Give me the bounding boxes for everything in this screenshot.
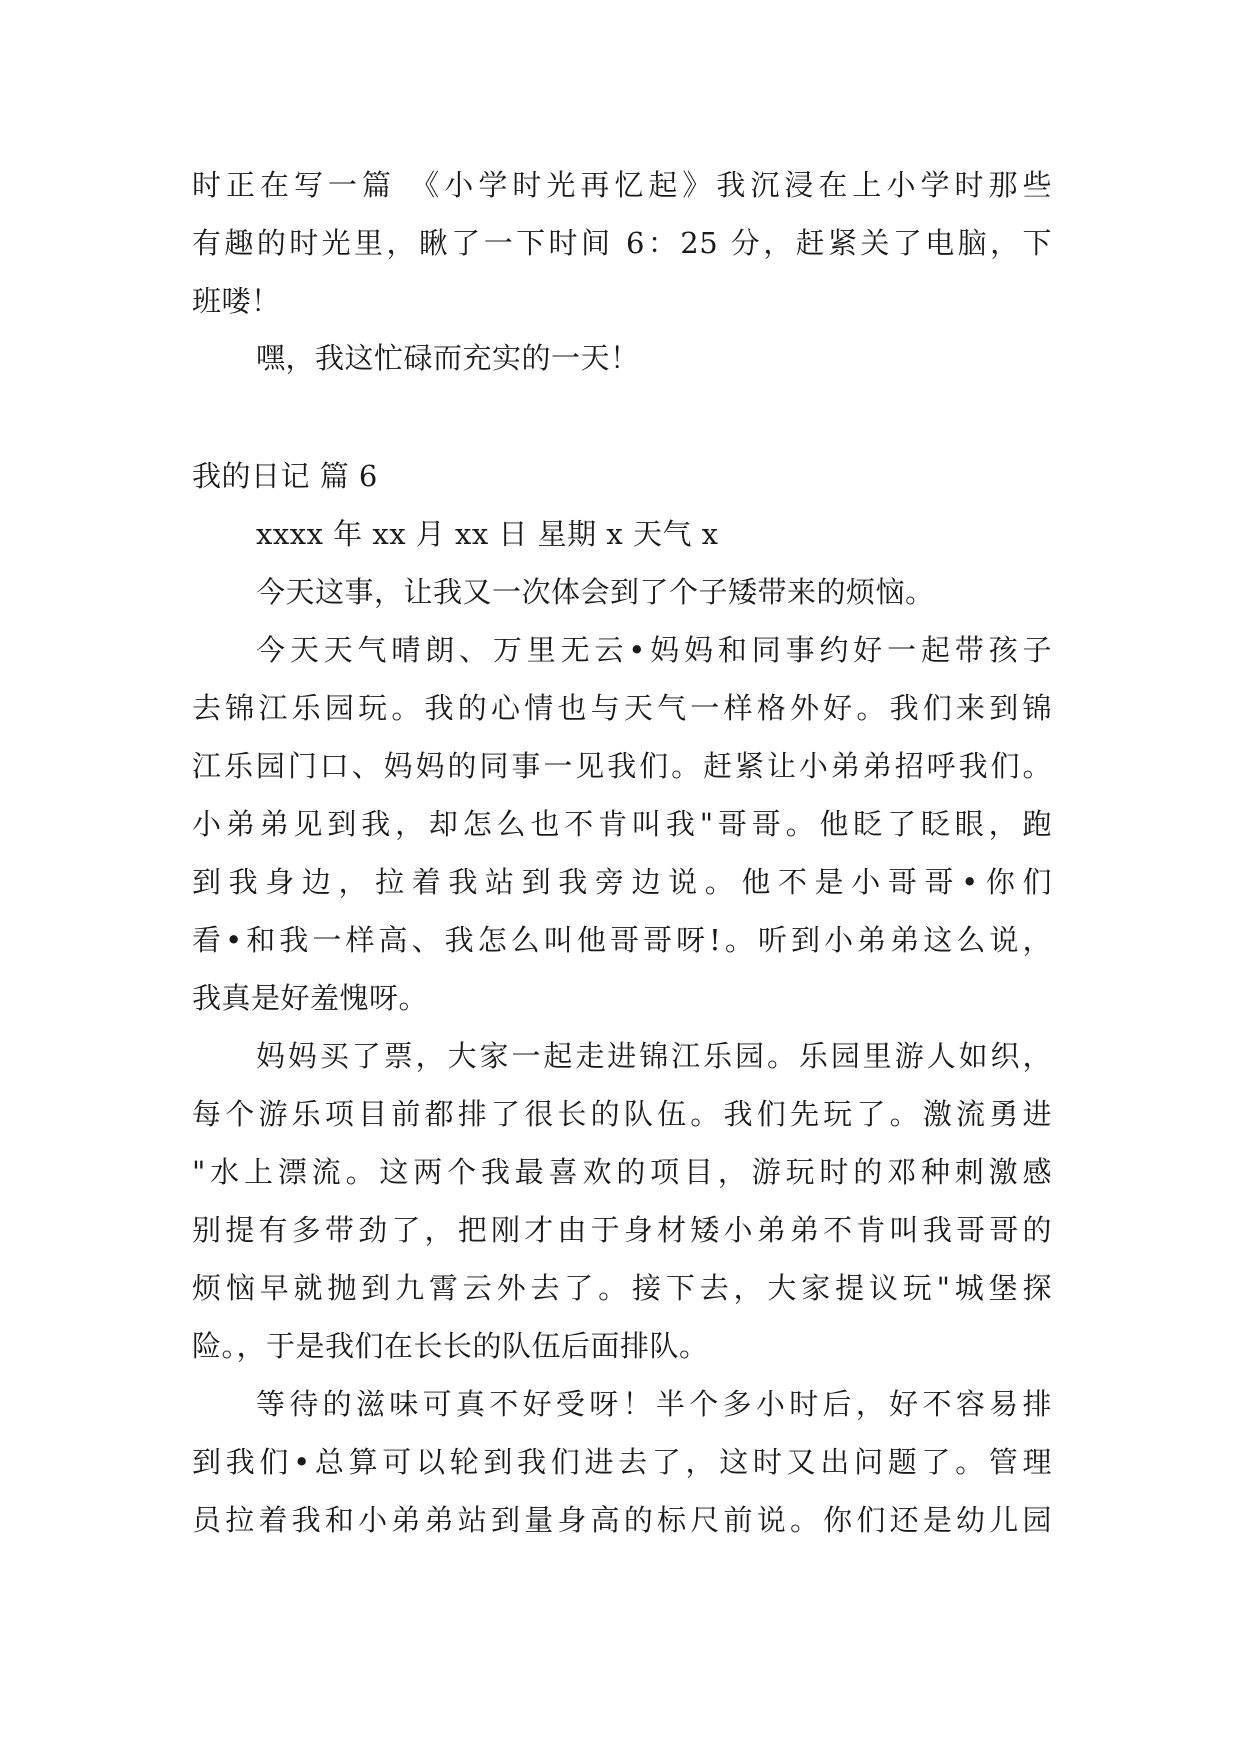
text-line: "水上漂流。这两个我最喜欢的项目，游玩时的邓种刺激感	[192, 1155, 1052, 1189]
text-line: 班喽！	[192, 284, 281, 318]
diary-date-line: xxxx 年 xx 月 xx 日 星期 x 天气 x	[256, 517, 719, 551]
text-line: 有趣的时光里，瞅了一下时间 6：25 分，赶紧关了电脑，下	[192, 226, 1052, 260]
text-line: 别提有多带劲了，把刚才由于身材矮小弟弟不肯叫我哥哥的	[192, 1213, 1052, 1247]
text-line: 员拉着我和小弟弟站到量身高的标尺前说。你们还是幼儿园	[192, 1503, 1052, 1537]
text-line: 险。，于是我们在长长的队伍后面排队。	[192, 1329, 709, 1363]
section-title: 我的日记 篇 6	[192, 459, 378, 493]
text-line: 今天这事，让我又一次体会到了个子矮带来的烦恼。	[256, 575, 935, 609]
text-line: 今天天气晴朗、万里无云•妈妈和同事约好一起带孩子	[256, 633, 1052, 667]
text-line: 每个游乐项目前都排了很长的队伍。我们先玩了。激流勇进	[192, 1097, 1052, 1131]
text-line: 等待的滋味可真不好受呀！半个多小时后，好不容易排	[256, 1387, 1052, 1421]
text-line: 我真是好羞愧呀。	[192, 981, 429, 1015]
text-line: 看•和我一样高、我怎么叫他哥哥呀!。听到小弟弟这么说，	[192, 923, 1052, 957]
text-line: 妈妈买了票，大家一起走进锦江乐园。乐园里游人如织，	[256, 1039, 1052, 1073]
text-line: 小弟弟见到我，却怎么也不肯叫我"哥哥。他眨了眨眼，跑	[192, 807, 1052, 841]
text-line: 到我们•总算可以轮到我们进去了，这时又出问题了。管理	[192, 1445, 1052, 1479]
text-line: 嘿，我这忙碌而充实的一天！	[256, 341, 640, 375]
text-line: 江乐园门口、妈妈的同事一见我们。赶紧让小弟弟招呼我们。	[192, 749, 1052, 783]
text-line: 到我身边，拉着我站到我旁边说。他不是小哥哥•你们	[192, 865, 1052, 899]
text-line: 时正在写一篇 《小学时光再忆起》我沉浸在上小学时那些	[192, 168, 1052, 202]
text-line: 去锦江乐园玩。我的心情也与天气一样格外好。我们来到锦	[192, 691, 1052, 725]
text-line: 烦恼早就抛到九霄云外去了。接下去，大家提议玩"城堡探	[192, 1271, 1052, 1305]
